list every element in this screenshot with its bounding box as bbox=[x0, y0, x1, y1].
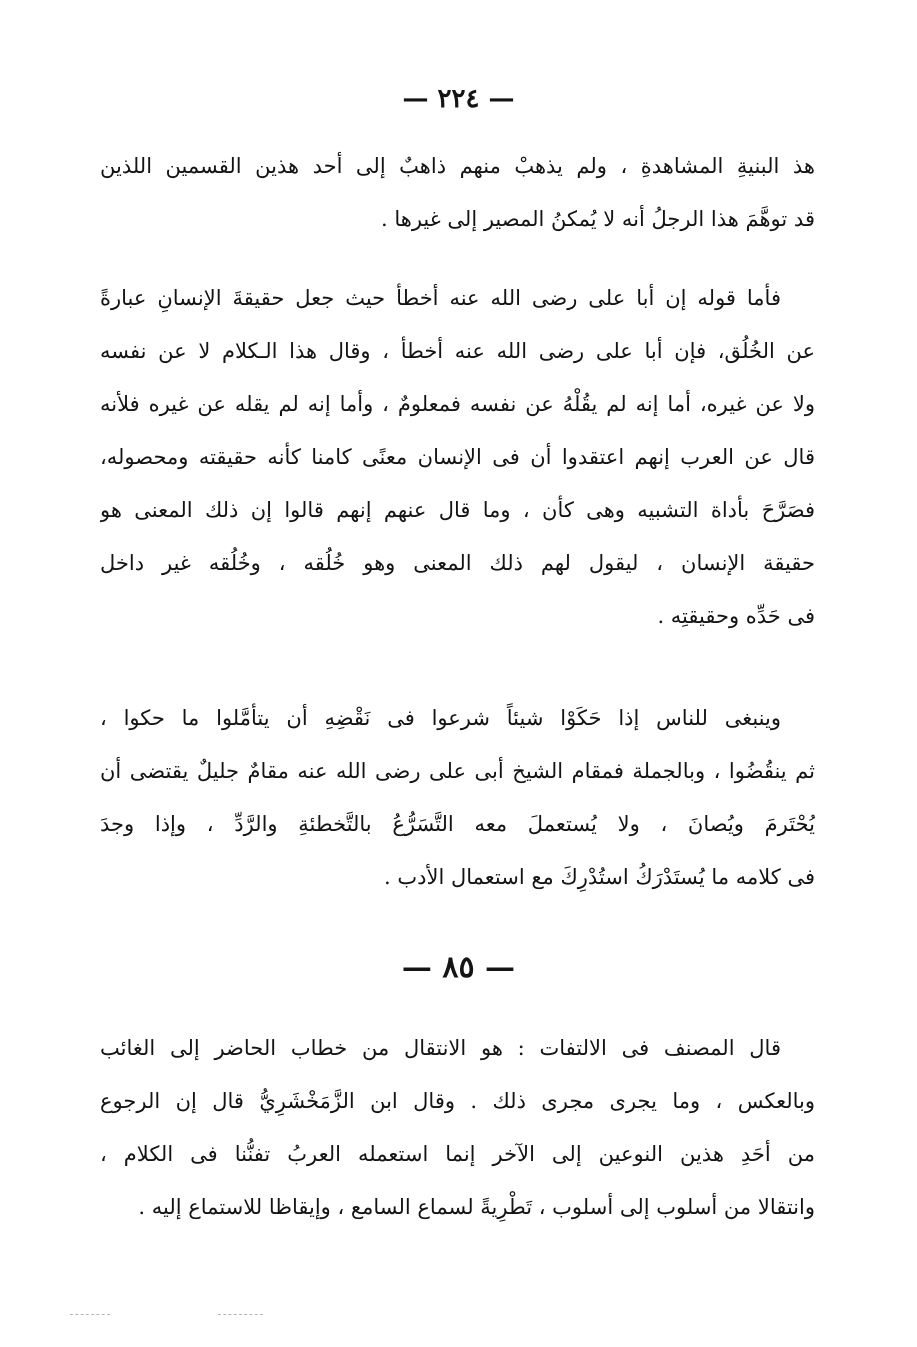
paragraph-3 bbox=[100, 692, 815, 904]
paragraph-4 bbox=[100, 1022, 815, 1234]
text-line: وانتقالا من أسلوب إلى أسلوب ، تَطْرِيةً لسماع السامع ، وإيقاظا للاستماع إليه . bbox=[138, 1195, 815, 1219]
text-line: فصَرَّحَ بأداة التشبيه وهى كأن ، وما قال عنهم إنهم قالوا إن ذلك المعنى هو bbox=[100, 498, 815, 522]
text-line: ثم ينقُضُوا ، وبالجملة فمقام الشيخ أبى على رضى الله عنه مقامٌ جليلٌ يقتضى أن bbox=[100, 759, 815, 783]
scan-artifact-mark bbox=[70, 1314, 110, 1317]
text-line: فأما قوله إن أبا على رضى الله عنه أخطأ حيث جعل حقيقةَ الإنسانِ عبارةً bbox=[100, 286, 781, 310]
section-number: — ٨٥ — bbox=[401, 950, 516, 985]
text-line: فى كلامه ما يُستَدْرَكُ استُدْرِكَ مع استعمال الأدب . bbox=[384, 865, 815, 889]
text-line: هذ البنيةِ المشاهدةِ ، ولم يذهبْ منهم ذاهبٌ إلى أحد هذين القسمين اللذين bbox=[100, 154, 815, 178]
text-line: حقيقة الإنسان ، ليقول لهم ذلك المعنى وهو خُلُقه ، وخُلُقه غير داخل bbox=[100, 551, 815, 575]
text-line: يُحْتَرمَ ويُصانَ ، ولا يُستعملَ معه التَّسَرُّعُ بالتَّخطئةِ والرَّدِّ ، وإذا وجدَ bbox=[100, 812, 815, 836]
text-line: قال عن العرب إنهم اعتقدوا أن فى الإنسان معنًى كامنا كأنه حقيقته ومحصوله، bbox=[100, 445, 815, 469]
scan-artifact-mark bbox=[218, 1314, 263, 1317]
paragraph-1 bbox=[100, 140, 815, 246]
text-line: وينبغى للناس إذا حَكَوْا شيئاً شرعوا فى نَقْضِهِ أن يتأمَّلوا ما حكوا ، bbox=[100, 706, 781, 730]
text-line: عن الخُلُق، فإن أبا على رضى الله عنه أخطأ ، وقال هذا الـكلام لا عن نفسه bbox=[100, 339, 815, 363]
text-line: قال المصنف فى الالتفات : هو الانتقال من خطاب الحاضر إلى الغائب bbox=[100, 1036, 781, 1060]
text-line: قد توهَّمَ هذا الرجلُ أنه لا يُمكنُ المصير إلى غيرها . bbox=[381, 207, 815, 231]
text-line: ولا عن غيره، أما إنه لم يقُلْهُ عن نفسه فمعلومٌ ، وأما إنه لم يقله عن غيره فلأنه bbox=[100, 392, 815, 416]
paragraph-2 bbox=[100, 272, 815, 643]
text-line: وبالعكس ، وما يجرى مجرى ذلك . وقال ابن الزَّمَخْشَرِيُّ قال إن الرجوع bbox=[100, 1089, 815, 1113]
page-number: — ٢٢٤ — bbox=[402, 84, 515, 114]
text-line: من أحَدِ هذين النوعين إلى الآخر إنما استعمله العربُ تفنُّنا فى الكلام ، bbox=[100, 1142, 815, 1166]
text-line: فى حَدِّه وحقيقتِه . bbox=[657, 604, 815, 628]
